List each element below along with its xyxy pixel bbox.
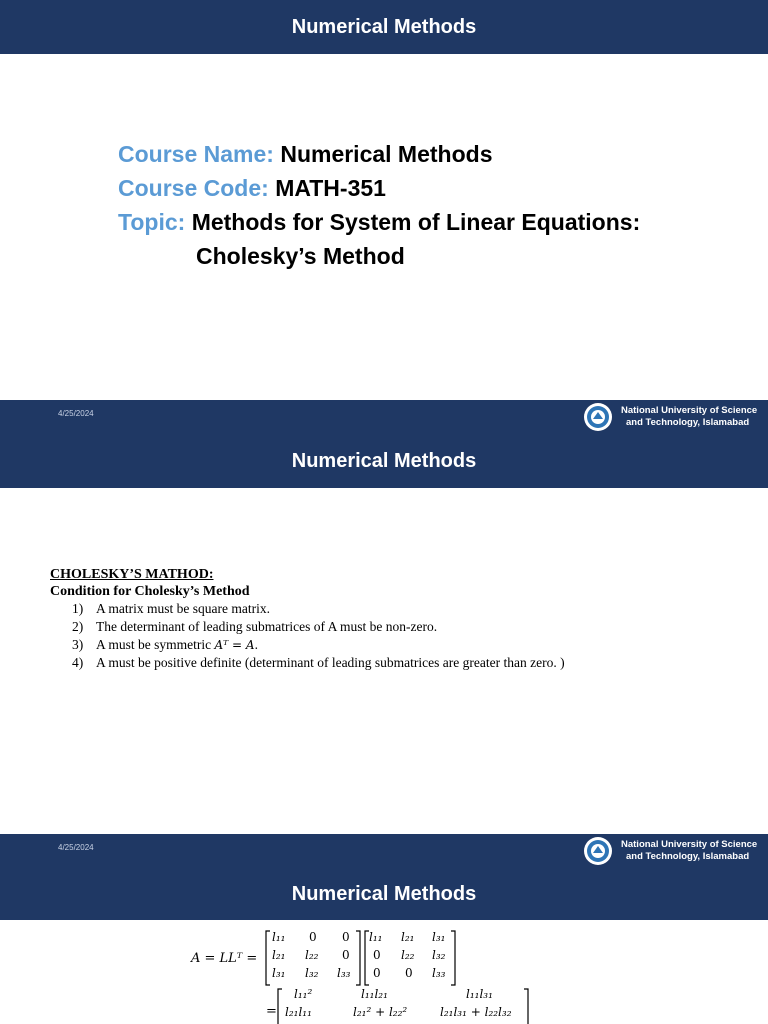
matrix-l-cell: l₃₁	[272, 966, 286, 980]
section-subtitle: Condition for Cholesky’s Method	[50, 584, 250, 599]
course-name-value: Numerical Methods	[280, 141, 493, 167]
product-cell: l₂₁l₃₁ + l₂₂l₃₂	[440, 1005, 512, 1019]
slide-3	[0, 868, 768, 1024]
conditions-list	[50, 600, 565, 672]
topic-value-line2: Cholesky’s Method	[196, 243, 405, 269]
course-code-label: Course Code:	[118, 175, 269, 201]
matrix-l-cell: l₁₁	[272, 930, 286, 944]
matrix-l-cell: 0	[342, 948, 350, 962]
university-name	[621, 405, 757, 429]
slide-header	[0, 868, 768, 920]
product-cell: l₂₁l₁₁	[285, 1005, 312, 1019]
product-cell: l₁₁l₃₁	[466, 987, 493, 1001]
matrix-l-cell: l₃₂	[305, 966, 319, 980]
university-name-line1: National University of Science	[621, 405, 758, 416]
product-cell: l₁₁l₂₁	[361, 987, 388, 1001]
product-cell: l₁₁²	[294, 987, 313, 1001]
list-item-period: .	[254, 637, 258, 652]
slide-footer	[0, 834, 768, 868]
matrix-l-cell: l₃₃	[337, 966, 351, 980]
list-item-content	[72, 636, 258, 654]
section-title: CHOLESKY’S MATHOD:	[50, 567, 214, 582]
list-item-text: A must be symmetric	[96, 637, 215, 652]
university-name-line2: and Technology, Islamabad	[626, 851, 750, 862]
symmetry-formula: Aᵀ = A	[214, 638, 255, 652]
matrix-lt-cell: l₃₃	[432, 966, 446, 980]
slide-2	[0, 434, 768, 868]
matrix-lt-cell: l₃₁	[432, 930, 446, 944]
equation-equals: =	[266, 1004, 277, 1019]
slide-1	[0, 0, 768, 434]
list-item	[50, 636, 565, 654]
course-code-value: MATH-351	[275, 175, 386, 201]
matrix-lt-cell: 0	[373, 948, 381, 962]
matrix-lt-cell: 0	[405, 966, 413, 980]
course-name-line	[118, 137, 640, 171]
list-item-text: A must be positive definite (determinant of leading submatrices are greater than zero. )	[96, 655, 565, 670]
course-code-line	[118, 171, 640, 205]
list-item	[50, 618, 565, 636]
slide-title: Numerical Methods	[291, 16, 477, 38]
matrix-lt-cell: l₂₁	[401, 930, 415, 944]
university-name-line2: and Technology, Islamabad	[626, 417, 750, 428]
list-item-text: The determinant of leading submatrices of A must be non-zero.	[96, 619, 438, 634]
list-item-text: A matrix must be square matrix.	[96, 601, 270, 616]
list-item-number: 2)	[72, 619, 84, 634]
slide-header	[0, 434, 768, 488]
matrix-l-cell: 0	[342, 930, 350, 944]
matrix-lt-cell: l₃₂	[432, 948, 446, 962]
cholesky-decomposition	[0, 920, 768, 1024]
slide-header	[0, 0, 768, 54]
university-name-line1: National University of Science	[621, 839, 758, 850]
cholesky-conditions	[50, 566, 565, 672]
topic-label: Topic:	[118, 209, 186, 235]
university-logo-icon	[583, 402, 613, 432]
list-item	[50, 600, 565, 618]
university-logo-icon	[583, 836, 613, 866]
footer-date: 4/25/2024	[58, 409, 94, 418]
footer-date: 4/25/2024	[58, 843, 94, 852]
list-item	[50, 654, 565, 672]
list-item-number: 4)	[72, 655, 84, 670]
matrix-lt-cell: l₁₁	[369, 930, 383, 944]
matrix-lt-cell: l₂₂	[401, 948, 415, 962]
matrix-l-cell: 0	[309, 930, 317, 944]
course-info	[118, 137, 640, 273]
topic-value-line1: Methods for System of Linear Equations:	[191, 209, 641, 235]
list-item-number: 3)	[72, 637, 84, 652]
slide-title: Numerical Methods	[291, 450, 477, 472]
matrix-l-cell: l₂₂	[305, 948, 319, 962]
list-item-number: 1)	[72, 601, 84, 616]
equation-lhs: A = LLᵀ =	[191, 951, 258, 966]
topic-line	[118, 205, 640, 273]
course-name-label: Course Name:	[118, 141, 274, 167]
university-name	[621, 839, 757, 863]
matrix-l-cell: l₂₁	[272, 948, 286, 962]
slide-footer	[0, 400, 768, 434]
matrix-lt-cell: 0	[373, 966, 381, 980]
product-cell: l₂₁² + l₂₂²	[353, 1005, 408, 1019]
slide-title: Numerical Methods	[291, 883, 477, 905]
